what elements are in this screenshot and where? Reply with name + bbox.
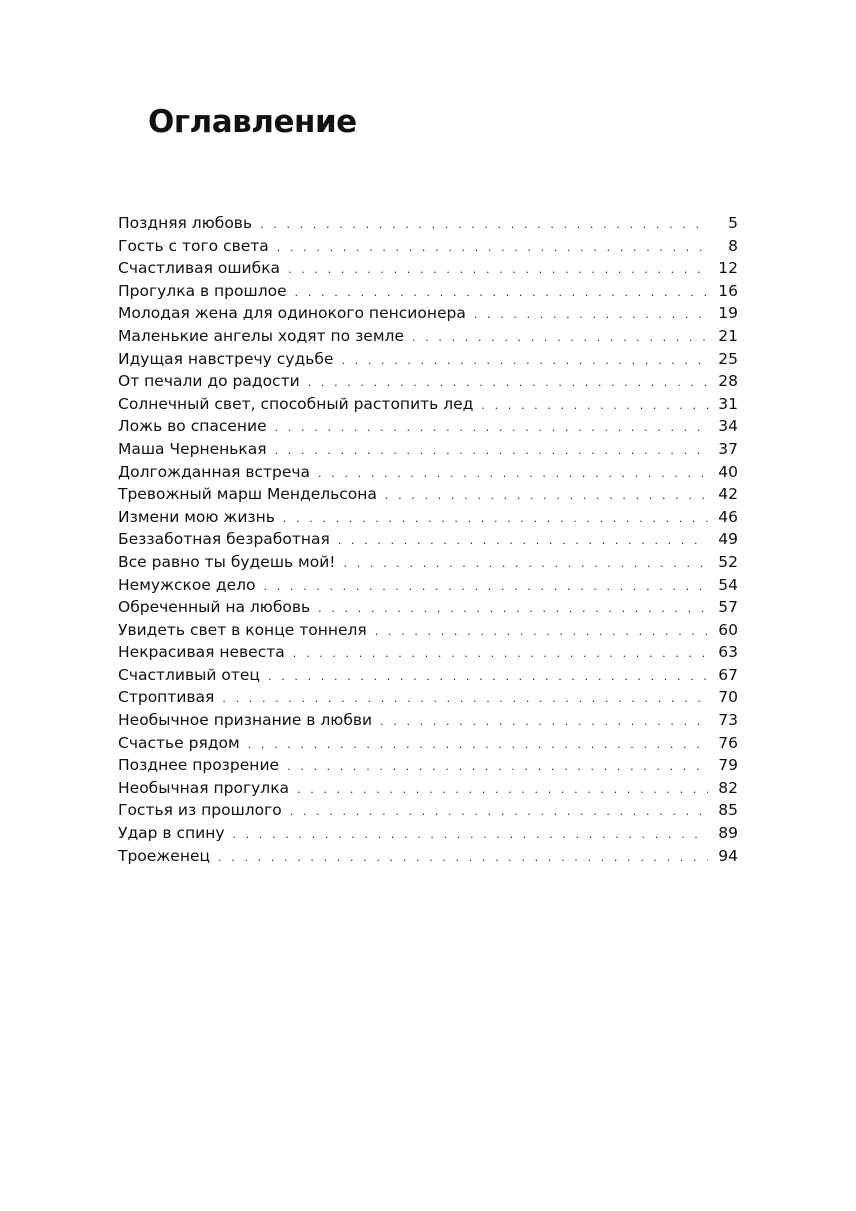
toc-entry-page-number: 37 (718, 439, 738, 458)
dot-leader (218, 688, 708, 711)
toc-entry-page-number: 21 (718, 326, 738, 345)
toc-entry-title: Измени мою жизнь (118, 507, 275, 526)
toc-entry-title: Гостья из прошлого (118, 801, 282, 820)
toc-entry-title: Долгожданная встреча (118, 462, 311, 481)
toc-entry-title: Маленькие ангелы ходят по земле (118, 326, 404, 345)
toc-entry-title: Идущая навстречу судьбе (118, 349, 334, 368)
toc-entry (118, 348, 738, 371)
toc-entry (118, 641, 738, 664)
toc-entry (118, 777, 738, 800)
toc-entry (118, 370, 738, 393)
toc-entry (118, 551, 738, 574)
toc-entry (118, 754, 738, 777)
toc-entry (118, 280, 738, 303)
dot-leader (371, 621, 708, 644)
toc-entry-page-number: 70 (718, 688, 738, 707)
toc-entry-title: Увидеть свет в конце тоннеля (118, 620, 367, 639)
toc-entry-page-number: 54 (718, 575, 738, 594)
toc-entry-title: Некрасивая невеста (118, 643, 285, 662)
toc-entry-page-number: 73 (718, 711, 738, 730)
toc-entry-page-number: 76 (718, 733, 738, 752)
dot-leader (477, 395, 708, 418)
toc-entry-page-number: 34 (718, 417, 738, 436)
dot-leader (314, 463, 708, 486)
toc-entry (118, 799, 738, 822)
toc-entry-title: Прогулка в прошлое (118, 281, 287, 300)
toc-entry (118, 415, 738, 438)
toc-entry-title: Солнечный свет, способный растопить лед (118, 394, 474, 413)
toc-entry-page-number: 5 (728, 214, 738, 232)
dot-leader (271, 417, 708, 440)
toc-entry-page-number: 12 (718, 259, 738, 278)
toc-entry (118, 686, 738, 709)
toc-entry-page-number: 57 (718, 598, 738, 617)
toc-entry-title: Беззаботная безработная (118, 530, 330, 549)
dot-leader (289, 643, 708, 666)
dot-leader (264, 666, 708, 689)
toc-entry-title: Необычная прогулка (118, 778, 290, 797)
toc-entry-page-number: 40 (718, 462, 738, 481)
dot-leader (260, 576, 709, 599)
toc-entry-title: Удар в спину (118, 824, 225, 843)
dot-leader (293, 779, 708, 802)
toc-entry-title: От печали до радости (118, 372, 300, 391)
table-of-contents (118, 212, 738, 867)
toc-entry-title: Молодая жена для одинокого пенсионера (118, 304, 466, 323)
dot-leader (408, 327, 708, 350)
toc-entry-page-number: 25 (718, 349, 738, 368)
toc-entry (118, 393, 738, 416)
dot-leader (286, 801, 708, 824)
dot-leader (304, 372, 708, 395)
toc-entry (118, 302, 738, 325)
dot-leader (229, 824, 708, 847)
toc-entry-page-number: 52 (718, 552, 738, 571)
dot-leader (381, 485, 708, 508)
toc-entry-page-number: 94 (718, 846, 738, 865)
toc-entry-title: Счастье рядом (118, 733, 240, 752)
toc-entry-title: Необычное признание в любви (118, 711, 373, 730)
toc-entry-page-number: 16 (718, 281, 738, 300)
toc-entry-title: Счастливый отец (118, 665, 260, 684)
toc-entry-title: Троеженец (118, 846, 211, 865)
toc-entry-title: Поздняя любовь (118, 214, 253, 232)
toc-entry-title: Все равно ты будешь мой! (118, 552, 336, 571)
dot-leader (256, 214, 708, 237)
toc-entry-page-number: 8 (728, 236, 738, 255)
toc-entry (118, 596, 738, 619)
toc-entry-page-number: 49 (718, 530, 738, 549)
toc-entry (118, 528, 738, 551)
toc-entry-title: Ложь во спасение (118, 417, 267, 436)
dot-leader (314, 598, 708, 621)
toc-entry-title: Тревожный марш Мендельсона (118, 485, 377, 504)
toc-entry (118, 483, 738, 506)
toc-entry-title: Немужское дело (118, 575, 256, 594)
toc-entry (118, 845, 738, 868)
dot-leader (291, 282, 708, 305)
toc-entry (118, 732, 738, 755)
toc-entry-page-number: 63 (718, 643, 738, 662)
toc-entry (118, 438, 738, 461)
toc-entry (118, 664, 738, 687)
toc-entry (118, 212, 738, 235)
dot-leader (376, 711, 708, 734)
dot-leader (271, 440, 708, 463)
toc-entry-page-number: 31 (718, 394, 738, 413)
toc-entry-page-number: 60 (718, 620, 738, 639)
toc-entry-page-number: 42 (718, 485, 738, 504)
toc-entry (118, 461, 738, 484)
toc-entry-page-number: 82 (718, 778, 738, 797)
toc-entry (118, 257, 738, 280)
toc-entry (118, 822, 738, 845)
toc-entry (118, 709, 738, 732)
toc-entry-page-number: 89 (718, 824, 738, 843)
toc-entry-title: Позднее прозрение (118, 756, 280, 775)
toc-entry-title: Маша Черненькая (118, 439, 267, 458)
toc-entry-title: Гость с того света (118, 236, 269, 255)
toc-entry-title: Счастливая ошибка (118, 259, 281, 278)
toc-entry (118, 506, 738, 529)
dot-leader (340, 553, 708, 576)
page-title: Оглавление (148, 104, 357, 140)
dot-leader (214, 847, 708, 870)
dot-leader (279, 508, 708, 531)
toc-entry (118, 574, 738, 597)
dot-leader (273, 237, 708, 260)
toc-entry-page-number: 79 (718, 756, 738, 775)
toc-entry-page-number: 19 (718, 304, 738, 323)
toc-entry-page-number: 85 (718, 801, 738, 820)
toc-entry (118, 325, 738, 348)
dot-leader (244, 734, 708, 757)
toc-entry-page-number: 28 (718, 372, 738, 391)
dot-leader (337, 350, 708, 373)
toc-entry (118, 619, 738, 642)
toc-entry-title: Обреченный на любовь (118, 598, 311, 617)
dot-leader (334, 530, 708, 553)
toc-entry-page-number: 46 (718, 507, 738, 526)
toc-entry-title: Строптивая (118, 688, 215, 707)
dot-leader (284, 259, 708, 282)
dot-leader (470, 304, 708, 327)
dot-leader (283, 756, 708, 779)
toc-entry-page-number: 67 (718, 665, 738, 684)
toc-entry (118, 235, 738, 258)
